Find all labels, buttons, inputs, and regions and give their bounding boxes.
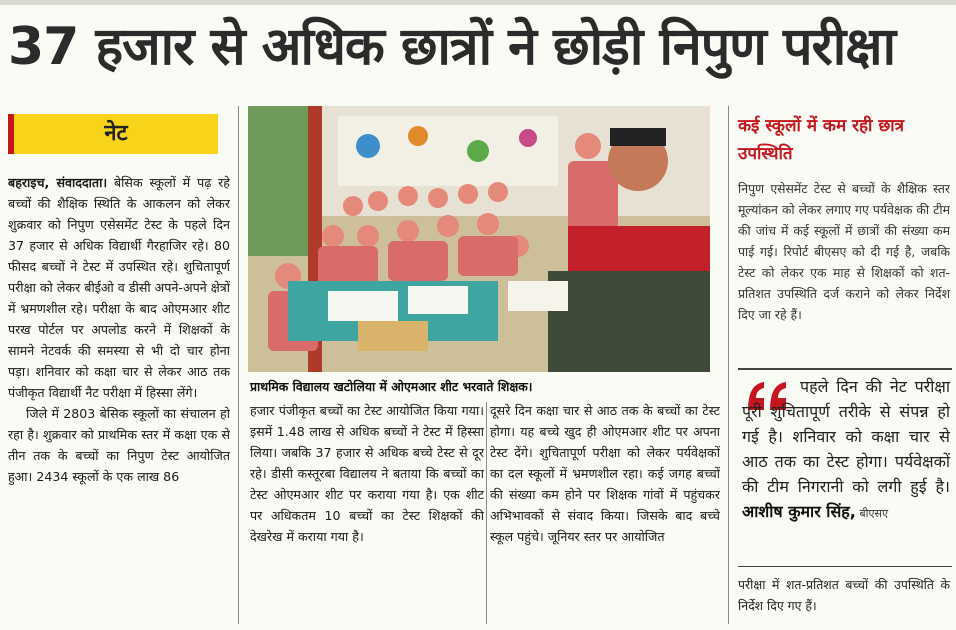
section-tag [8,114,218,154]
quote-body: पहले दिन की नेट परीक्षा पूरी शुचितापूर्ण तरीके से संपन्न हो गई है। शनिवार को कक्षा चार से आठ तक का टेस्ट होगा। पर्यवेक्षकों की टीम निगरानी को लगी हुई है। [742,377,950,496]
page-top-rule [0,0,956,5]
quote-text [742,374,950,526]
quote-box [738,368,952,567]
article-column-2 [250,400,484,624]
dateline: बहराइच, संवाददाता। [8,175,108,190]
sidebar-body: निपुण एसेसमेंट टेस्ट से बच्चों के शैक्षिक स्तर मूल्यांकन को लेकर लगाए गए पर्यवेक्षक की टीम की जांच में कई स्कूलों में छात्रों की संख्या कम पाई गई। रिपोर्ट बीएसए को दी गई है, जबकि टेस्ट को लेकर एक माह से शिक्षकों को शत-प्रतिशत उपस्थिति दर्ज कराने को लेकर निर्देश दिए जा रहे हैं। [738,181,950,322]
column-1-para-2: जिले में 2803 बेसिक स्कूलों का संचालन हो रहा है। शुक्रवार को प्राथमिक स्तर में कक्षा एक से तीन तक के बच्चों का निपुण टेस्ट आयोजित हुआ। 2434 स्कूलों के एक लाख 86 [8,406,230,484]
column-1-para-1 [8,172,230,403]
classroom-photo-illustration [248,106,710,372]
sidebar-heading: कई स्कूलों में कम रही छात्र उपस्थिति [738,116,905,164]
column-2-text: हजार पंजीकृत बच्चों का टेस्ट आयोजित किया गया। इसमें 1.48 लाख से अधिक बच्चों ने टेस्ट में हिस्सा लिया। जबकि 37 हजार से अधिक बच्चे टेस्ट से दूर रहे। डीसी कस्तूरबा विद्यालय ने बताया कि बच्चों का टेस्ट ओएमआर शीट पर कराया गया है। एक शीट पर अधिकतम 10 बच्चों का टेस्ट शिक्षकों की देखरेख में कराया गया है। [250,403,484,544]
quote-author: आशीष कुमार सिंह, [742,502,856,521]
sidebar-footer: परीक्षा में शत-प्रतिशत बच्चों की उपस्थिति के निर्देश दिए गए हैं। [738,577,950,613]
column-1-text-1: बेसिक स्कूलों में पढ़ रहे बच्चों की शैक्षिक स्थिति के आकलन को लेकर शुक्रवार को निपुण एसेसमेंट टेस्ट के पहले दिन 37 हजार से अधिक विद्यार्थी गैरहाजिर रहे। 80 फीसद बच्चों ने टेस्ट में उपस्थित रहे। शुचितापूर्ण परीक्षा को लेकर बीईओ व डीसी अपने-अपने क्षेत्रों में भ्रमणशील रहे। परीक्षा के बाद ओएमआर शीट परख पोर्टल पर अपलोड करने में शिक्षकों के सामने नेटवर्क की समस्या से भी दो चार होना पड़ा। शनिवार को कक्षा चार से लेकर आठ तक पंजीकृत विद्यार्थी नैट परीक्षा में हिस्सा लेंगे। [8,175,230,400]
photo-caption: प्राथमिक विद्यालय खटोलिया में ओएमआर शीट भरवाते शिक्षक। [250,379,533,394]
column-divider [486,402,487,624]
column-3-text: दूसरे दिन कक्षा चार से आठ तक के बच्चों का टेस्ट होगा। यह बच्चे खुद ही ओएमआर शीट पर अपना टेस्ट देंगे। शुचितापूर्ण परीक्षा को लेकर पर्यवेक्षकों का दल स्कूलों में भ्रमणशील रहा। कई जगह बच्चों की संख्या कम होने पर शिक्षक गांवों में पहुंचकर अभिभावकों से संवाद किया। जिसके बाद बच्चे स्कूल पहुंचे। जूनियर स्तर पर आयोजित [490,403,720,544]
article-column-1 [8,172,230,624]
news-photo [248,106,710,372]
column-divider [238,106,239,624]
column-divider [728,106,729,624]
section-tag-label: नेट [104,121,128,146]
article-column-3 [490,400,720,624]
quote-author-role: बीएसए [855,507,889,520]
headline: 37 हजार से अधिक छात्रों ने छोड़ी निपुण परीक्षा [8,17,896,77]
